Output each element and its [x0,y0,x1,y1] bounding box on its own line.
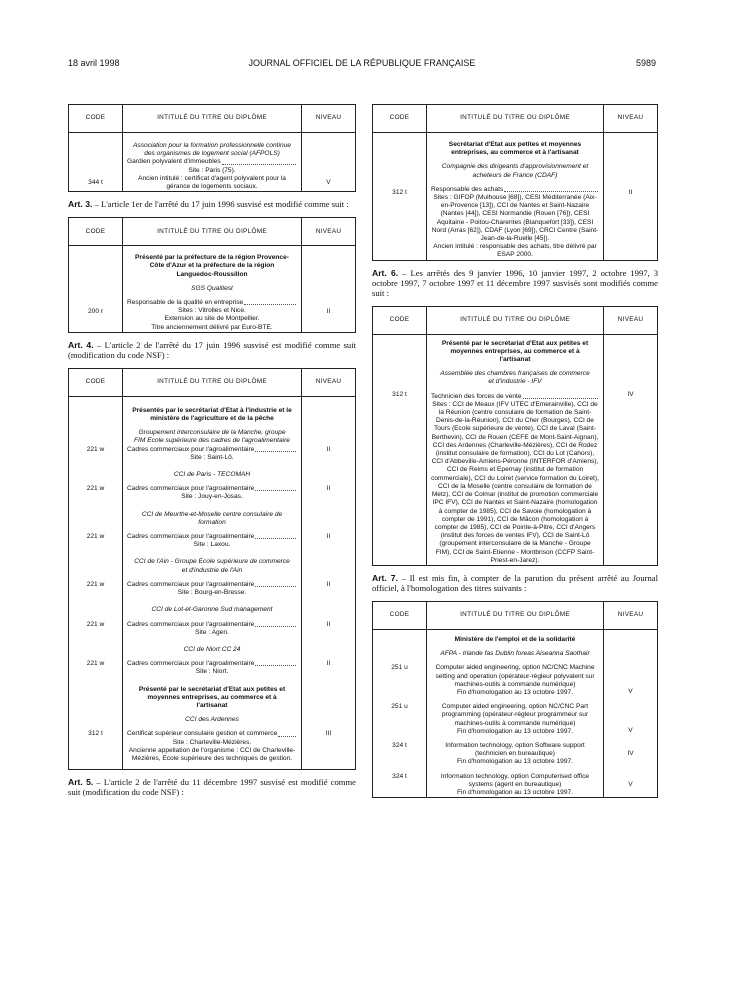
site-label: Site : Charleville-Mézières. [172,738,252,746]
code-cell: 221 w [86,580,105,588]
organisation-name: CCI de Niort CC 24 [183,645,241,653]
code-cell: 200 r [87,308,104,316]
title-label: Information technology, option Computerised office systems (agent en bureautique) [440,772,590,788]
table-row [69,533,355,581]
level-cell: III [325,730,332,738]
article-number: Art. 7. [372,572,398,583]
level-cell: II [326,445,331,453]
title-label: Certificat supérieur consulaire gestion et commerce [127,730,278,738]
site-label: Site : Saint-Lô. [190,453,234,461]
code-cell: 221 w [86,445,105,453]
end-date-label: Fin d'homologation au 13 octobre 1997. [457,727,573,735]
title-label: Technicien des forces de vente [431,392,522,400]
level-cell: V [628,727,633,735]
col-header-title: INTITULÉ DU TITRE OU DIPLÔME [426,602,604,629]
site-label: Sites : GIFOP (Mulhouse [68]), CESI Méditerranée (Aix-en-Provence [13]), CCI de Nantes et Saint-Nazaire (Nantes [44]), CESI Normandie (Rouen [76]), CESI Aquitaine - Poitou-Charentes (Blanquefort [33]), CESI Nord (Arras [62]), CDAF (Lyon [69]), CRCI Centre (Saint-Jean-de-la-Ruelle [45]). [431,194,599,243]
level-cell: V [628,688,633,696]
end-date-label: Fin d'homologation au 13 octobre 1997. [457,788,573,796]
table-ifv [372,306,658,566]
title-label: Cadres commerciaux pour l'agroalimentaire [127,660,255,668]
level-cell: II [326,580,331,588]
organisation-name: Compagnie des dirigeants d'approvisionnement et acheteurs de France (CDAF) [441,163,589,179]
table-sgs-qualitest [68,217,356,333]
site-label: Site : Laxou. [193,541,231,549]
code-cell: 221 w [86,660,105,668]
site-label: Sites : CCI de Meaux (IFV UTEC d'Emerainville), CCI de la Réunion (centre consulaire de formation de Saint-Denis-de-la-Réunion), CCI du Cher (Bourges), CCI de Tours (Ecole supérieure de vente), CCI de Laval (Saint-Berthevin), CCI de Rouen (CEFE de Mont-Saint-Aignan), CCI des Ardennes (Charleville-Mézières), CCI de Rodez (institut consulaire de formation), CCI du Lot (Cahors), CCI d'Abbeville-Amiens-Péronne (INTERFOR d'Amiens), CCI de Reims et Epernay (institut de formation commerciale), CCI du Loiret (service formation du Loiret), CCI de la Moselle (centre consulaire de formation de Metz), CCI de Colmar (institut de promotion commerciale IPC IFV), CCI de Nantes et Saint-Nazaire (homologation à compter de 1985), CCI de Savoie (homologation à compter de 1991), CCI de Mâcon (homologation à compter de 1985), CCI de Pointe-à-Pitre, CCI d'Angers (institut des forces de ventes IFV), CCI de Saint-Lô (groupement interconsulaire de la Manche - Groupe FIM), CCI de Saint-Etienne - Montbrison (CCFP Saint-Priest-en-Jarez). [431,400,599,564]
col-header-code: CODE [389,114,410,122]
col-header-level: NIVEAU [315,227,342,235]
page-header [68,58,656,72]
col-header-level: NIVEAU [617,316,644,324]
col-header-title: INTITULÉ DU TITRE OU DIPLÔME [426,307,604,334]
table-header [69,218,355,246]
presenting-authority: Présenté par le secrétariat d'Etat aux petites et moyennes entreprises, au commerce et à l'artisanat [441,339,589,364]
table-row [373,773,657,798]
code-cell: 312 t [88,730,103,738]
code-cell: 344 t [88,179,103,186]
table-afpa [372,601,658,798]
col-header-title: INTITULÉ DU TITRE OU DIPLÔME [426,105,604,132]
code-cell: 312 t [392,189,407,196]
title-label: Cadres commerciaux pour l'agroalimentaire [127,485,255,493]
code-cell: 324 t [392,772,407,780]
former-title-label: Ancien intitulé : certificat d'agent polyvalent pour la gérance de logements sociaux. [138,174,286,191]
article-5 [68,777,356,797]
title-label: Cadres commerciaux pour l'agroalimentaire [127,580,255,588]
col-header-code: CODE [85,227,106,235]
article-4 [68,340,356,360]
table-row [373,335,657,565]
code-cell: 324 t [392,741,407,749]
col-header-code: CODE [85,114,106,122]
col-header-level: NIVEAU [617,611,644,619]
level-cell: IV [627,749,634,757]
col-header-level: NIVEAU [617,114,644,122]
table-afpols [68,104,356,192]
table-header [373,602,657,630]
col-header-title: INTITULÉ DU TITRE OU DIPLÔME [122,369,302,396]
table-row [373,742,657,773]
title-label: Cadres commerciaux pour l'agroalimentaire [127,445,255,453]
table-row [69,485,355,533]
article-number: Art. 3. [68,199,93,210]
title-label: Computer aided engineering, option NC/CNC Part programming (opérateur-régleur programmeur sur machines-outils à commande numérique) [441,703,589,727]
article-7 [372,573,658,593]
presenting-authority: Secrétariat d'Etat aux petites et moyennes entreprises, au commerce et à l'artisanat [448,141,582,157]
organisation-name: AFPA - Irlande fas Dublin foreas Aiseanna Saothair [440,650,590,658]
title-label: Gardien polyvalent d'immeubles [127,158,221,166]
table-row [373,133,657,260]
site-label: Site : Agen. [195,628,229,636]
table-row [373,664,657,703]
site-label: Site : Bourg-en-Bresse. [177,589,247,597]
title-label: Computer aided engineering, option NC/CNC Machine setting and operation (opérateur-régleur polyvalent sur machines-outils à commande numérique) [435,664,595,688]
header-journal-title: JOURNAL OFFICIEL DE LA RÉPUBLIQUE FRANÇAISE [248,58,476,68]
site-label: Site : Niort. [195,668,229,676]
title-label: Information technology, option Software support (technicien en bureautique) [445,741,585,758]
level-cell: V [628,780,633,788]
title-label: Responsable de la qualité en entreprise [127,299,244,307]
code-cell: 221 w [86,620,105,628]
col-header-title: INTITULÉ DU TITRE OU DIPLÔME [122,105,302,132]
former-issuer-label: Titre anciennement délivré par Euro-BTE. [151,323,273,331]
table-header [69,105,355,133]
table-row [69,133,355,191]
article-number: Art. 5. [68,777,94,788]
article-text: – Il est mis fin, à compter de la parution du présent arrêté au Journal officiel, à l'homologation des titres suivants : [372,572,658,593]
title-label: Cadres commerciaux pour l'agroalimentaire [127,620,255,628]
article-text: – L'article 2 de l'arrêté du 11 décembre 1997 susvisé est modifié comme suit (modification du code NSF) : [68,777,356,798]
site-label: Sites : Vitrolles et Nice. [178,307,246,315]
code-cell: 312 t [392,390,407,398]
col-header-title: INTITULÉ DU TITRE OU DIPLÔME [122,218,302,245]
col-header-level: NIVEAU [315,114,342,122]
presenting-authority: Ministère de l'emploi et de la solidarité [454,635,576,643]
organisation-name: CCI de l'Ain - Groupe Ecole supérieure de commerce et d'industrie de l'Ain [134,558,290,574]
code-cell: 221 w [86,533,105,541]
title-label: Cadres commerciaux pour l'agroalimentaire [127,533,255,541]
extension-label: Extension au site de Montpellier. [164,315,260,323]
col-header-level: NIVEAU [315,378,342,386]
level-cell: II [326,533,331,541]
presenting-authority: Présenté par le secrétariat d'Etat aux petites et moyennes entreprises, au commerce et à l'artisanat [138,685,286,709]
table-row [69,581,355,621]
level-cell: V [326,179,331,186]
table-row [69,246,355,332]
organisation-name: Groupement interconsulaire de la Manche, groupe FIM Ecole supérieure des cadres de l'agroalimentaire [134,429,290,445]
organisation-name: CCI de Paris - TECOMAH [173,471,251,479]
table-row [69,621,355,661]
table-cdaf [372,104,658,261]
organisation-name: CCI de Lot-et-Garonne Sud management [151,606,273,614]
article-6 [372,268,658,298]
table-header [373,105,657,133]
level-cell: IV [627,390,634,398]
code-cell: 251 u [391,703,408,711]
header-page-number: 5989 [635,58,656,68]
article-number: Art. 6. [372,267,399,278]
former-name-label: Ancienne appellation de l'organisme : CCI de Charleville-Mézières, Ecole supérieure des techniques de gestion. [128,746,296,762]
level-cell: II [326,485,331,493]
end-date-label: Fin d'homologation au 13 octobre 1997. [457,758,573,766]
organisation-name: Association pour la formation professionnelle continue des organismes de logement social (AFPOLS) [133,142,291,158]
table-agroalimentaire [68,368,356,770]
article-number: Art. 4. [68,339,94,350]
site-label: Site : Paris (75). [188,166,236,174]
presenting-authority: Présenté par la préfecture de la région Provence-Côte d'Azur et la préfecture de la région Languedoc-Roussillon [135,254,289,278]
table-row [69,660,355,730]
organisation-name: Assemblée des chambres françaises de commerce et d'industrie - IFV [440,370,590,386]
former-title-label: Ancien intitulé : responsable des achats, titre délivré par ESAP 2000. [433,243,597,259]
left-column [68,104,356,805]
article-3 [68,199,356,209]
organisation-name: SGS Qualitest [191,284,233,292]
title-label: Responsable des achats [431,185,504,193]
article-text: – L'article 1er de l'arrêté du 17 juin 1996 susvisé est modifié comme suit : [92,199,349,210]
presenting-authority: Présentés par le secrétariat d'Etat à l'industrie et le ministère de l'agriculture et de la pêche [132,406,292,423]
code-cell: 251 u [391,664,408,672]
organisation-name: CCI de Meurthe-et-Moselle centre consulaire de formation [141,510,283,526]
table-row [373,703,657,742]
col-header-code: CODE [389,316,410,324]
level-cell: II [326,620,331,628]
article-text: – Les arrêtés des 9 janvier 1996, 10 janvier 1997, 2 octobre 1997, 3 octobre 1997, 7 octobre 1997 et 11 décembre 1997 susvisés sont modifiés comme suit : [372,267,659,298]
table-row [69,446,355,486]
table-row [69,730,355,769]
article-text: – L'article 2 de l'arrêté du 17 juin 1996 susvisé est modifié comme suit (modification du code NSF) : [68,339,356,360]
table-header [69,369,355,397]
right-column [372,104,658,798]
end-date-label: Fin d'homologation au 13 octobre 1997. [457,688,573,696]
level-cell: II [628,189,633,196]
header-date: 18 avril 1998 [68,58,120,68]
code-cell: 221 w [86,485,105,493]
col-header-code: CODE [389,611,410,619]
site-label: Site : Jouy-en-Josas. [181,493,243,501]
table-header [373,307,657,335]
level-cell: II [326,660,331,668]
col-header-code: CODE [85,378,106,386]
organisation-name: CCI des Ardennes [185,716,239,724]
level-cell: II [326,308,331,316]
